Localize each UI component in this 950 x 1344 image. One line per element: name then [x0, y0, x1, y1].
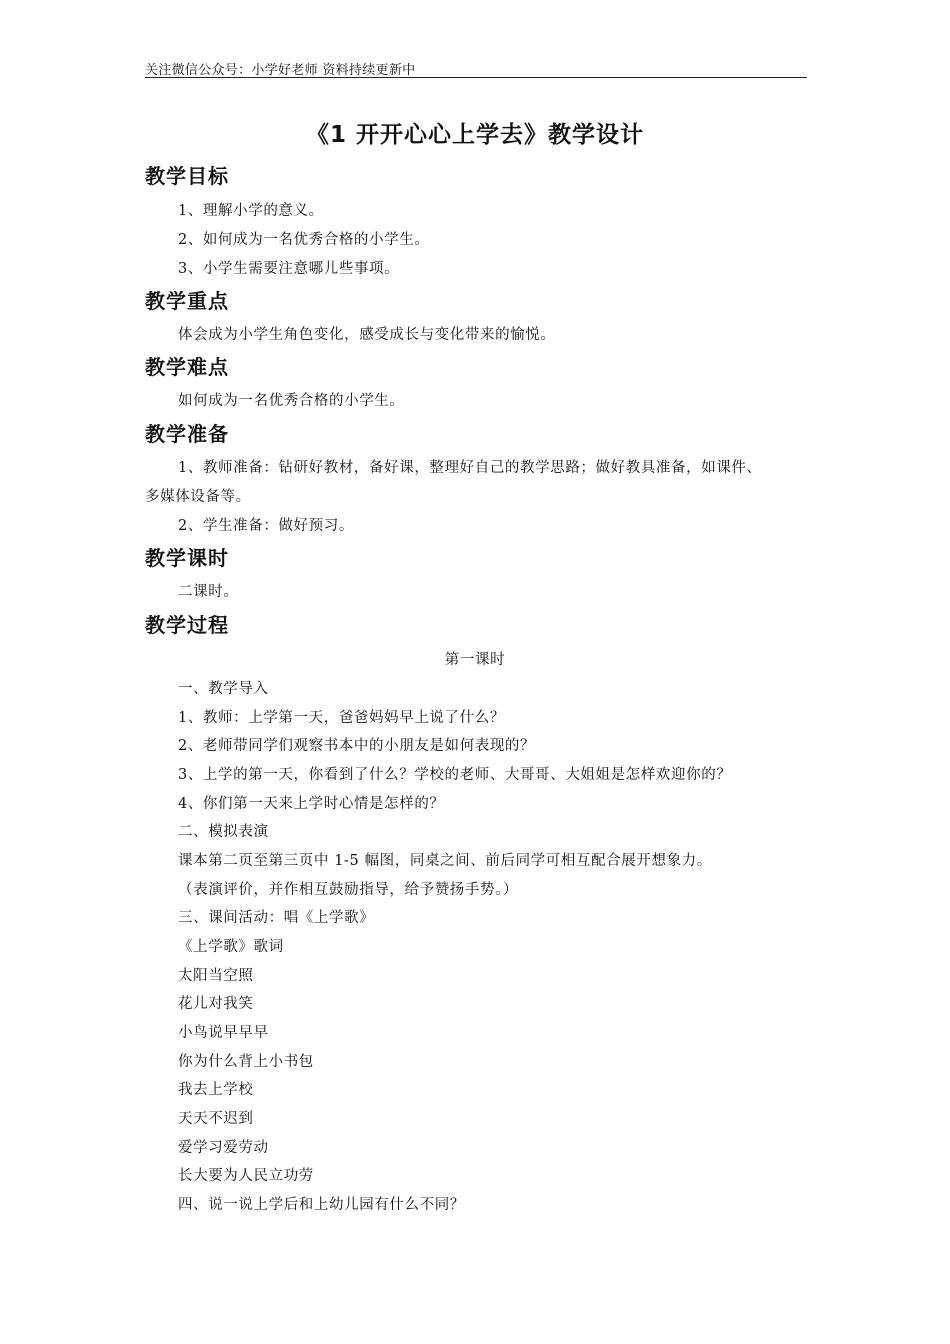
process-line: 课本第二页至第三页中 1-5 幅图，同桌之间、前后同学可相互配合展开想象力。: [178, 853, 712, 869]
document-title: 《1 开开心心上学去》教学设计: [305, 122, 644, 148]
lyric-line: 太阳当空照: [178, 968, 254, 984]
preparation-line-1-cont: 多媒体设备等。: [145, 489, 251, 505]
process-line: 4、你们第一天来上学时心情是怎样的？: [178, 796, 445, 812]
process-line: 3、上学的第一天，你看到了什么？学校的老师、大哥哥、大姐姐是怎样欢迎你的？: [178, 767, 732, 783]
heading-difficulties: 教学难点: [145, 355, 229, 379]
difficulties-text: 如何成为一名优秀合格的小学生。: [178, 393, 405, 409]
process-line: 二、模拟表演: [178, 824, 269, 840]
process-line: 《上学歌》歌词: [178, 939, 284, 955]
objective-item: 2、如何成为一名优秀合格的小学生。: [178, 232, 430, 248]
hours-text: 二课时。: [178, 584, 239, 600]
heading-preparation: 教学准备: [145, 422, 229, 446]
header-text: 关注微信公众号：小学好老师 资料持续更新中: [145, 63, 416, 78]
lyric-line: 你为什么背上小书包: [178, 1054, 314, 1070]
heading-objectives: 教学目标: [145, 164, 229, 188]
lyric-line: 我去上学校: [178, 1082, 254, 1098]
preparation-line-1: 1、教师准备：钻研好教材，备好课，整理好自己的教学思路；做好教具准备，如课件、: [178, 460, 762, 476]
process-line: （表演评价，并作相互鼓励指导，给予赞扬手势。）: [178, 882, 519, 898]
key-points-text: 体会成为小学生角色变化，感受成长与变化带来的愉悦。: [178, 327, 556, 343]
objective-item: 3、小学生需要注意哪儿些事项。: [178, 261, 400, 277]
lyric-line: 天天不迟到: [178, 1111, 254, 1127]
preparation-line-2: 2、学生准备：做好预习。: [178, 518, 354, 534]
page-header: [145, 57, 807, 78]
heading-process: 教学过程: [145, 613, 229, 637]
objective-item: 1、理解小学的意义。: [178, 203, 324, 219]
lesson-subtitle: 第一课时: [444, 652, 506, 668]
process-line: 2、老师带同学们观察书本中的小朋友是如何表现的？: [178, 738, 536, 754]
process-line: 一、教学导入: [178, 681, 269, 697]
process-line: 三、课间活动：唱《上学歌》: [178, 910, 375, 926]
heading-key-points: 教学重点: [145, 289, 229, 313]
lyric-line: 花儿对我笑: [178, 996, 254, 1012]
lyric-line: 长大要为人民立功劳: [178, 1168, 314, 1184]
process-line: 四、说一说上学后和上幼儿园有什么不同？: [178, 1197, 465, 1213]
process-line: 1、教师：上学第一天，爸爸妈妈早上说了什么？: [178, 710, 505, 726]
lyric-line: 爱学习爱劳动: [178, 1140, 269, 1156]
lyric-line: 小鸟说早早早: [178, 1025, 269, 1041]
heading-hours: 教学课时: [145, 546, 229, 570]
